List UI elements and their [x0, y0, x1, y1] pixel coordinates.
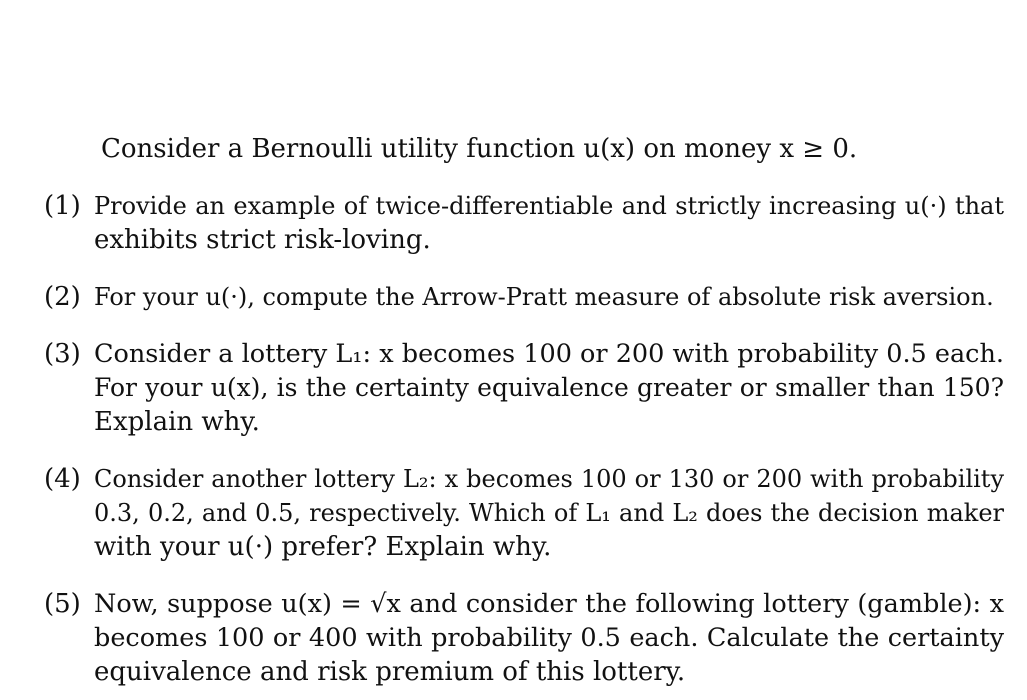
- question-3-number: (3): [44, 339, 81, 369]
- question-1-number: (1): [44, 191, 81, 221]
- question-5-number: (5): [44, 589, 81, 619]
- question-5-line-2: becomes 100 or 400 with probability 0.5 each. Calculate the certainty: [94, 623, 1004, 653]
- question-3-line-2: For your u(x), is the certainty equivalence greater or smaller than 150?: [94, 373, 1004, 402]
- question-2-line-1: For your u(·), compute the Arrow-Pratt measure of absolute risk aversion.: [94, 283, 994, 311]
- question-1-line-2: exhibits strict risk-loving.: [94, 225, 431, 255]
- question-5-line-1: Now, suppose u(x) = √x and consider the following lottery (gamble): x: [94, 589, 1004, 619]
- question-3-line-1: Consider a lottery L₁: x becomes 100 or 200 with probability 0.5 each.: [94, 339, 1004, 369]
- question-4-line-1: Consider another lottery L₂: x becomes 100 or 130 or 200 with probability: [94, 465, 1004, 493]
- question-4-line-2: 0.3, 0.2, and 0.5, respectively. Which of L₁ and L₂ does the decision maker: [94, 499, 1004, 527]
- question-5-line-3: equivalence and risk premium of this lottery.: [94, 657, 686, 687]
- question-2-number: (2): [44, 282, 81, 312]
- question-3-line-3: Explain why.: [94, 407, 260, 437]
- question-4-line-3: with your u(·) prefer? Explain why.: [94, 532, 552, 562]
- question-4-number: (4): [44, 464, 81, 494]
- question-1-line-1: Provide an example of twice-differentiable and strictly increasing u(·) that: [94, 192, 1004, 220]
- intro-text: Consider a Bernoulli utility function u(x) on money x ≥ 0.: [101, 134, 858, 164]
